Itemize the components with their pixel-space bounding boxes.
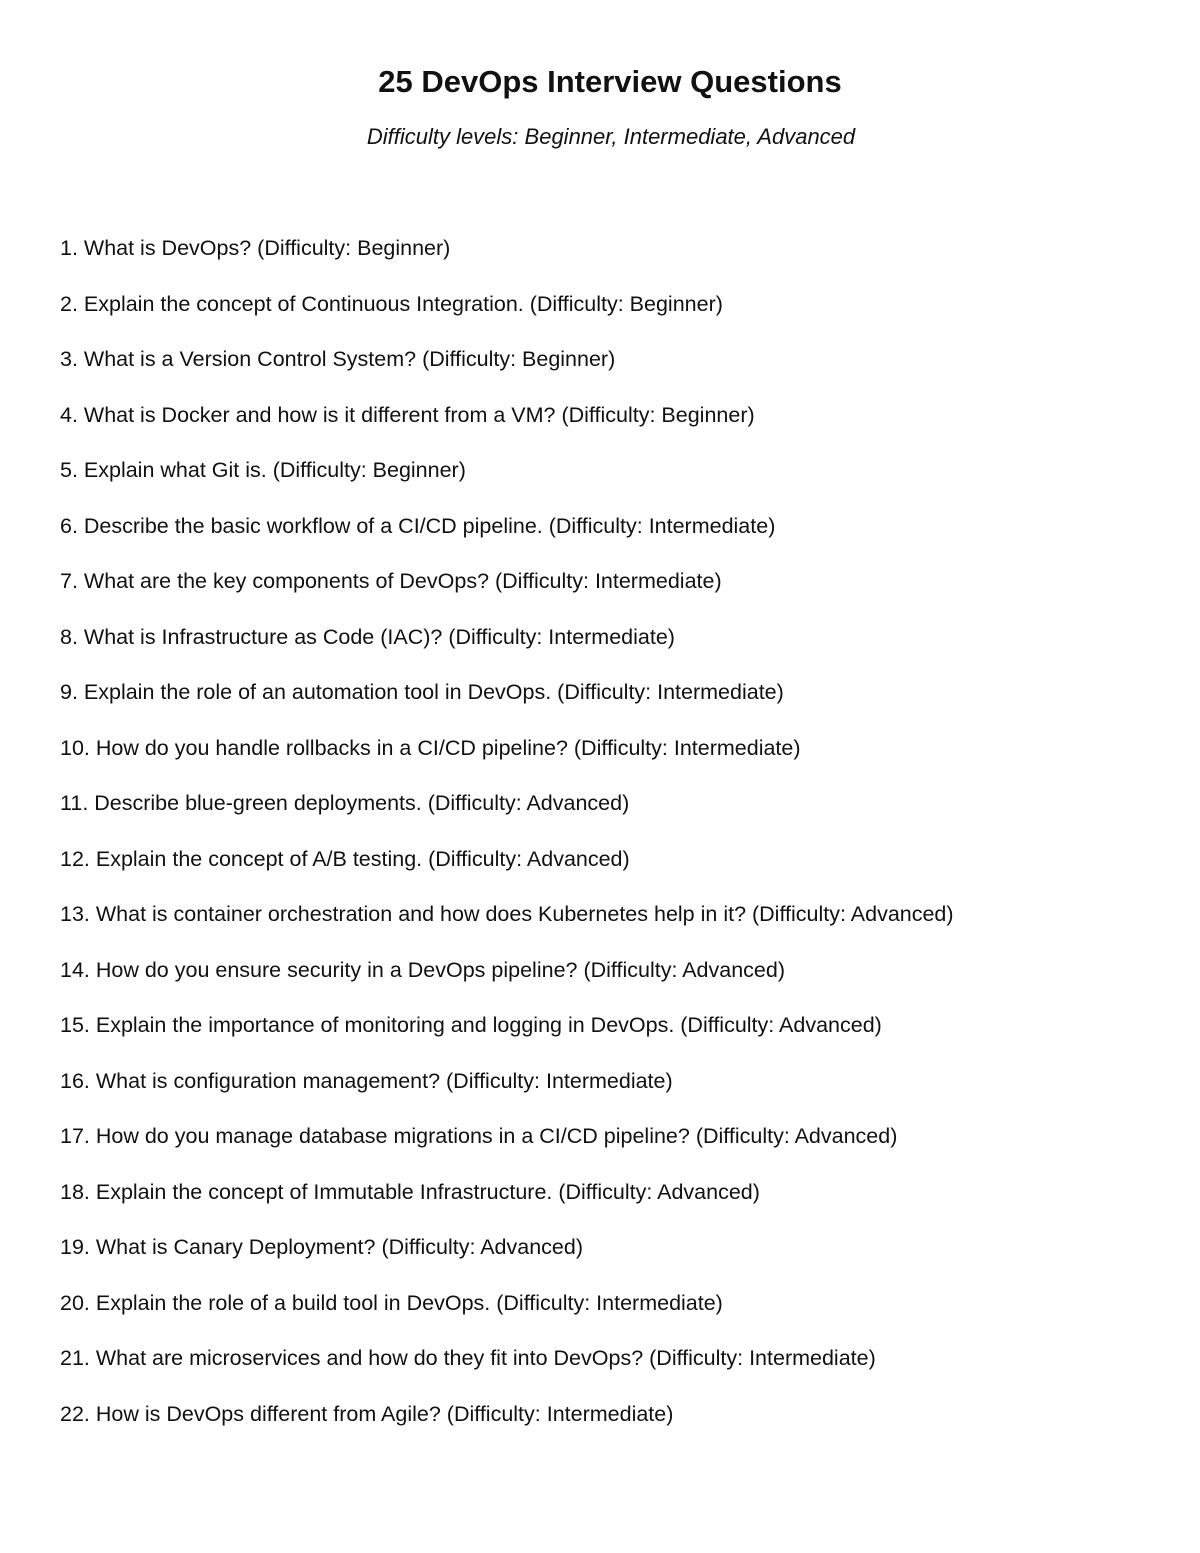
question-item: 17. How do you manage database migrations in a CI/CD pipeline? (Difficulty: Advanced) — [60, 1124, 898, 1148]
question-item: 7. What are the key components of DevOps? (Difficulty: Intermediate) — [60, 569, 722, 593]
question-item: 18. Explain the concept of Immutable Infrastructure. (Difficulty: Advanced) — [60, 1179, 760, 1204]
question-item: 12. Explain the concept of A/B testing. (Difficulty: Advanced) — [60, 846, 630, 871]
question-item: 13. What is container orchestration and how does Kubernetes help in it? (Difficulty: Advanced) — [60, 902, 954, 926]
difficulty-levels-subtitle: Difficulty levels: Beginner, Intermediate, Advanced — [366, 124, 856, 149]
question-item: 22. How is DevOps different from Agile? (Difficulty: Intermediate) — [60, 1401, 674, 1426]
question-item: 16. What is configuration management? (Difficulty: Intermediate) — [60, 1068, 673, 1093]
document-title: 25 DevOps Interview Questions — [378, 64, 842, 99]
question-item: 15. Explain the importance of monitoring and logging in DevOps. (Difficulty: Advanced) — [60, 1013, 882, 1037]
question-item: 14. How do you ensure security in a DevOps pipeline? (Difficulty: Advanced) — [60, 957, 786, 982]
question-item: 8. What is Infrastructure as Code (IAC)? (Difficulty: Intermediate) — [60, 624, 675, 649]
question-item: 6. Describe the basic workflow of a CI/CD pipeline. (Difficulty: Intermediate) — [60, 513, 776, 538]
question-item: 1. What is DevOps? (Difficulty: Beginner) — [60, 236, 451, 260]
question-item: 5. Explain what Git is. (Difficulty: Beginner) — [60, 458, 466, 482]
question-item: 19. What is Canary Deployment? (Difficulty: Advanced) — [60, 1235, 584, 1259]
question-item: 21. What are microservices and how do they fit into DevOps? (Difficulty: Intermediate) — [60, 1346, 876, 1370]
question-item: 10. How do you handle rollbacks in a CI/CD pipeline? (Difficulty: Intermediate) — [60, 735, 801, 760]
question-item: 20. Explain the role of a build tool in DevOps. (Difficulty: Intermediate) — [60, 1290, 723, 1315]
question-item: 9. Explain the role of an automation tool in DevOps. (Difficulty: Intermediate) — [60, 680, 784, 704]
question-item: 11. Describe blue-green deployments. (Difficulty: Advanced) — [60, 791, 630, 815]
question-item: 2. Explain the concept of Continuous Integration. (Difficulty: Beginner) — [60, 291, 723, 316]
question-item: 4. What is Docker and how is it different from a VM? (Difficulty: Beginner) — [60, 402, 755, 427]
question-item: 3. What is a Version Control System? (Difficulty: Beginner) — [60, 347, 616, 371]
question-list — [60, 234, 954, 1455]
